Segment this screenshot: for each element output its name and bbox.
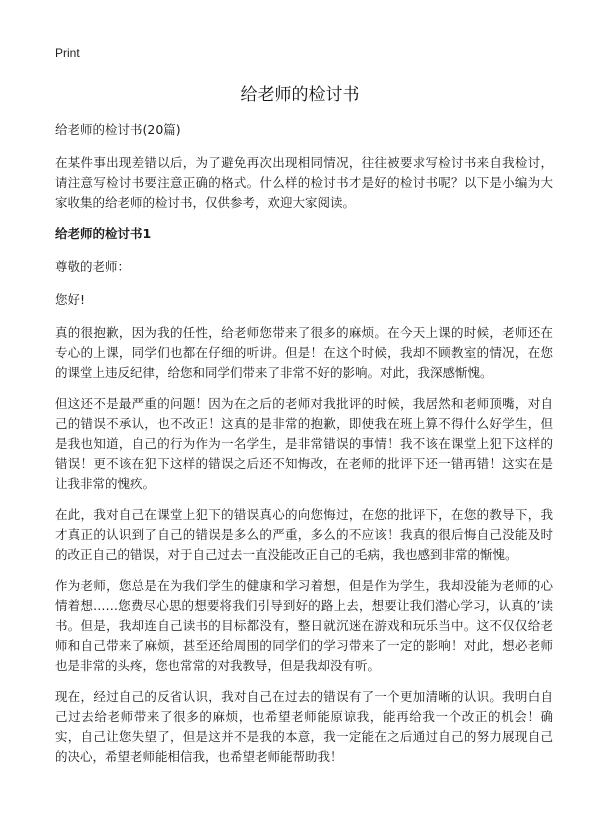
body-paragraph-2: 但这还不是最严重的问题！因为在之后的老师对我批评的时候，我居然和老师顶嘴，对自己的错误不承认，也不改正！这真的是非常的抱歉，即使我在班上算不得什么好学生，但是我也知道，自己的行为作为一名学生，是非常错误的事情！我不该在课堂上犯下这样的错误！更不该在犯下这样的错误之后还不知悔改，在老师的批评下还一错再错！这实在是让我非常的愧疚。 [55, 396, 553, 491]
document-title: 给老师的检讨书 [240, 85, 360, 105]
body-paragraph-5: 现在，经过自己的反省认识，我对自己在过去的错误有了一个更加清晰的认识。我明白自己过去给老师带来了很多的麻烦，也希望老师能原谅我，能再给我一个改正的机会！确实，自己让您失望了，但是这并不是我的本意，我一定能在之后通过自己的努力展现自己的决心，希望老师能相信我，也希望老师能帮助我！ [55, 689, 553, 764]
intro-paragraph: 在某件事出现差错以后，为了避免再次出现相同情况，往往被要求写检讨书来自我检讨，请注意写检讨书要注意正确的格式。什么样的检讨书才是好的检讨书呢？以下是小编为大家收集的给老师的检讨书，仅供参考，欢迎大家阅读。 [55, 155, 553, 210]
document-body [55, 120, 553, 778]
body-paragraph-3: 在此，我对自己在课堂上犯下的错误真心的向您悔过，在您的批评下，在您的教导下，我才真正的认识到了自己的错误是多么的严重，多么的不应该！我真的很后悔自己没能及时的改正自己的错误，对于自己过去一直没能改正自己的毛病，我也感到非常的惭愧。 [55, 507, 553, 562]
greeting: 您好! [55, 292, 86, 307]
document-subtitle: 给老师的检讨书(20篇) [55, 122, 181, 137]
section-heading: 给老师的检讨书1 [55, 226, 152, 241]
salutation: 尊敬的老师： [55, 259, 131, 274]
print-link[interactable]: Print [55, 46, 80, 60]
body-paragraph-1: 真的很抱歉，因为我的任性，给老师您带来了很多的麻烦。在今天上课的时候，老师还在专心的上课，同学们也都在仔细的听讲。但是！在这个时候，我却不顾教室的情况，在您的课堂上违反纪律，给您和同学们带来了非常不好的影响。对此，我深感惭愧。 [55, 325, 553, 380]
body-paragraph-4: 作为老师，您总是在为我们学生的健康和学习着想，但是作为学生，我却没能为老师的心情着想……您费尽心思的想要将我们引导到好的路上去，想要让我们潜心学习，认真的’读书。但是，我却连自己读书的目标都没有，整日就沉迷在游戏和玩乐当中。这不仅仅给老师和自己带来了麻烦，甚至还给周围的同学们的学习带来了一定的影响！对此，想必老师也是非常的头疼，您也常常的对我教导，但是我却没有听。 [55, 578, 553, 673]
